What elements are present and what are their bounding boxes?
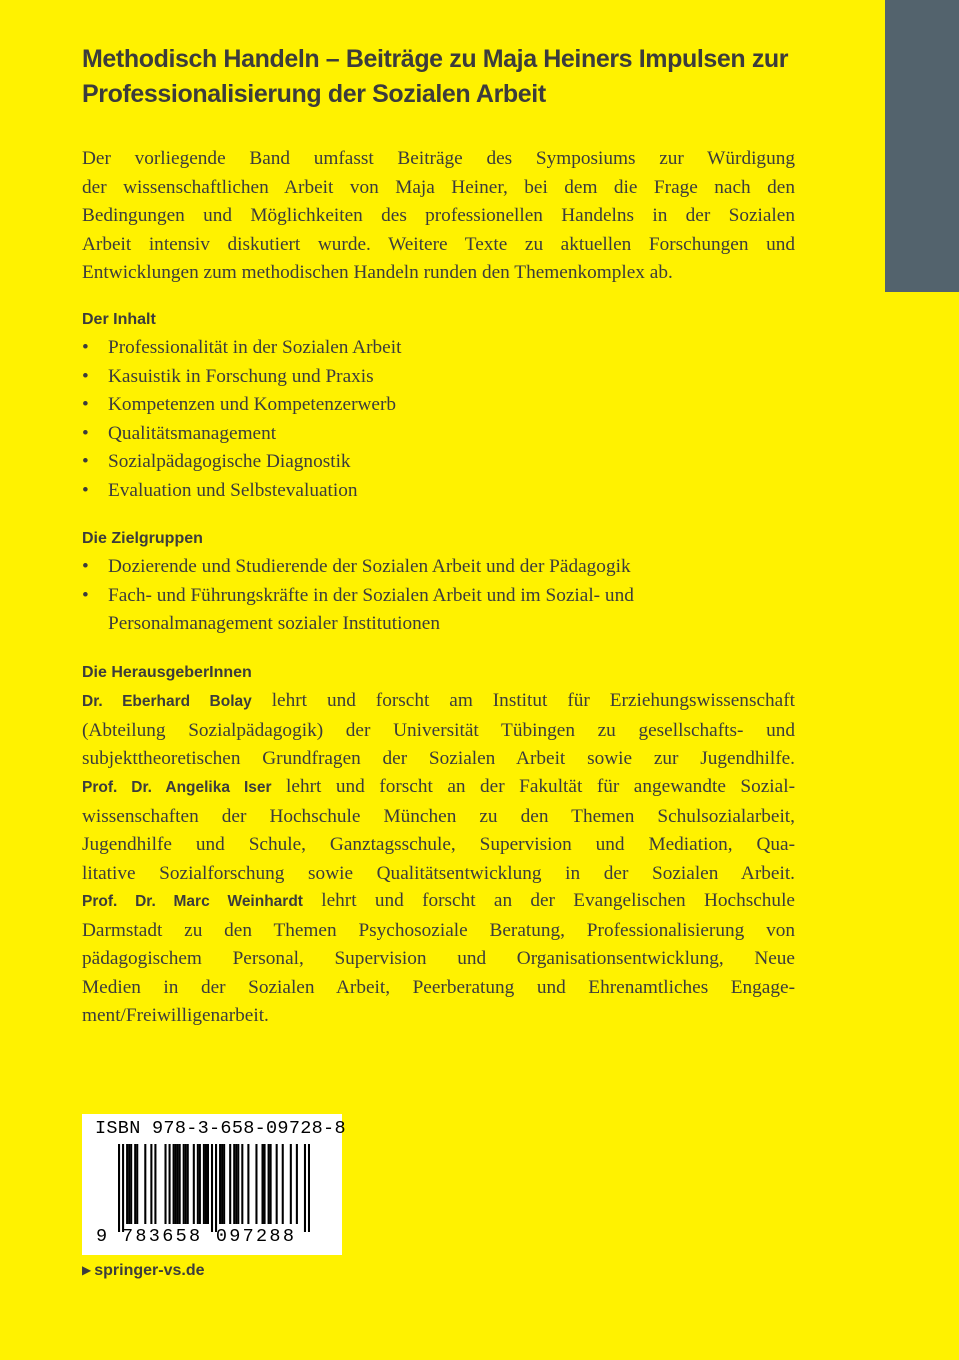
barcode-bar bbox=[261, 1144, 263, 1224]
editor-name: Dr. Eberhard Bolay bbox=[82, 693, 252, 710]
list-item: • Evaluation und Selbstevaluation bbox=[82, 477, 802, 506]
book-title-line-2: Professionalisierung der Sozialen Arbeit bbox=[82, 80, 546, 108]
barcode-bar bbox=[221, 1144, 223, 1224]
editor-bio-line: (Abteilung Sozialpädagogik) der Universität Tübingen zu gesellschafts- und bbox=[82, 719, 795, 741]
barcode-bar bbox=[223, 1144, 225, 1224]
barcode-bar bbox=[136, 1144, 138, 1224]
barcode-bar bbox=[264, 1144, 266, 1224]
editor-bio-line: wissenschaften der Hochschule München zu den Themen Schulsozialarbeit, bbox=[82, 805, 795, 827]
list-item-line: • Fach- und Führungskräfte in der Sozialen Arbeit und im Sozial- und bbox=[108, 584, 634, 606]
editor-bio-line bbox=[82, 887, 795, 917]
barcode-bar bbox=[134, 1144, 136, 1224]
list-item: • Sozialpädagogische Diagnostik bbox=[82, 448, 802, 477]
herausgeber-heading: Die HerausgeberInnen bbox=[82, 664, 252, 681]
triangle-right-icon: ▶ bbox=[82, 1263, 92, 1277]
editor-bio-line: litative Sozialforschung sowie Qualitätsentwicklung in der Sozialen Arbeit. bbox=[82, 862, 795, 884]
barcode-bar bbox=[215, 1144, 217, 1232]
intro-paragraph bbox=[82, 145, 795, 288]
editor-bio-text: lehrt und forscht an der Fakultät für angewandte Sozial- bbox=[271, 776, 795, 797]
intro-line: Der vorliegende Band umfasst Beiträge des Symposiums zur Würdigung bbox=[82, 148, 795, 169]
barcode-bar bbox=[229, 1144, 231, 1224]
editor-bio-weinhardt bbox=[82, 887, 795, 1031]
barcode-bar bbox=[268, 1144, 270, 1224]
editor-name: Prof. Dr. Angelika Iser bbox=[82, 779, 272, 796]
zielgruppen-list bbox=[82, 553, 802, 639]
editor-bio-iser bbox=[82, 773, 795, 888]
editor-bio-text: lehrt und forscht am Institut für Erziehungswissenschaft bbox=[251, 690, 795, 711]
editor-bio-line bbox=[82, 687, 795, 717]
editor-bio-line: ment/Freiwilligenarbeit. bbox=[82, 1005, 269, 1026]
intro-line: Arbeit intensiv diskutiert wurde. Weitere Texte zu aktuellen Forschungen und bbox=[82, 233, 795, 255]
barcode-bar bbox=[187, 1144, 189, 1224]
editor-bio-line: Darmstadt zu den Themen Psychosoziale Beratung, Professionalisierung von bbox=[82, 919, 795, 941]
list-item: • Kasuistik in Forschung und Praxis bbox=[82, 363, 802, 392]
intro-line: Entwicklungen zum methodischen Handeln runden den Themenkomplex ab. bbox=[82, 262, 673, 283]
barcode-bar bbox=[169, 1144, 171, 1224]
barcode-bar bbox=[175, 1144, 177, 1224]
barcode-bar bbox=[199, 1144, 201, 1224]
barcode-bar bbox=[304, 1144, 306, 1232]
barcode-bar bbox=[177, 1144, 179, 1224]
side-color-tab bbox=[885, 0, 959, 292]
barcode-bar bbox=[197, 1144, 199, 1224]
barcode-bar bbox=[144, 1144, 146, 1224]
barcode-bar bbox=[276, 1144, 278, 1224]
barcode-bar bbox=[122, 1144, 124, 1232]
ean-digits: 783658 097288 bbox=[122, 1226, 297, 1247]
book-title bbox=[82, 42, 862, 112]
barcode-bar bbox=[173, 1144, 175, 1224]
barcode-bar bbox=[219, 1144, 221, 1224]
barcode-bar bbox=[205, 1144, 207, 1224]
editor-bio-line: Medien in der Sozialen Arbeit, Peerberatung und Ehrenamtliches Engage- bbox=[82, 976, 795, 998]
barcode-bar bbox=[241, 1144, 243, 1224]
editor-name: Prof. Dr. Marc Weinhardt bbox=[82, 893, 303, 910]
barcode-bar bbox=[185, 1144, 187, 1224]
barcode-bar bbox=[154, 1144, 156, 1224]
barcode-bar bbox=[290, 1144, 292, 1224]
barcode-bar bbox=[130, 1144, 132, 1224]
editor-bio-text: lehrt und forscht an der Evangelischen Hochschule bbox=[302, 890, 795, 911]
barcode-bar bbox=[235, 1144, 237, 1224]
book-title-line-1: Methodisch Handeln – Beiträge zu Maja Heiners Impulsen zur bbox=[82, 45, 789, 73]
intro-line: Bedingungen und Möglichkeiten des professionellen Handelns in der Sozialen bbox=[82, 205, 795, 226]
ean-first-digit: 9 bbox=[96, 1226, 108, 1247]
barcode-bar bbox=[203, 1144, 205, 1224]
barcode-bar bbox=[270, 1144, 272, 1224]
barcode-bar bbox=[193, 1144, 195, 1224]
list-item: • Professionalität in der Sozialen Arbeit bbox=[82, 334, 802, 363]
barcode-bar bbox=[255, 1144, 257, 1224]
barcode-bar bbox=[183, 1144, 185, 1224]
intro-line: der wissenschaftlichen Arbeit von Maja Heiner, bei dem die Frage nach den bbox=[82, 176, 795, 198]
barcode-bar bbox=[247, 1144, 249, 1224]
inhalt-list bbox=[82, 334, 802, 506]
barcode-bar bbox=[179, 1144, 181, 1224]
barcode-bar bbox=[128, 1144, 130, 1224]
list-item-line: Personalmanagement sozialer Institutionen bbox=[108, 613, 440, 635]
publisher-url: springer-vs.de bbox=[94, 1262, 205, 1279]
barcode-bar bbox=[126, 1144, 128, 1224]
barcode-bar bbox=[233, 1144, 235, 1224]
barcode-bar bbox=[308, 1144, 310, 1232]
barcode-bar bbox=[237, 1144, 239, 1224]
inhalt-heading: Der Inhalt bbox=[82, 311, 156, 328]
editor-bio-bolay bbox=[82, 687, 795, 774]
editor-bio-line: subjekttheoretischen Grundfragen der Sozialen Arbeit sowie zur Jugendhilfe. bbox=[82, 748, 795, 769]
editor-bio-line: Jugendhilfe und Schule, Ganztagsschule, Supervision und Mediation, Qua- bbox=[82, 834, 795, 855]
barcode-image bbox=[118, 1144, 310, 1232]
barcode-bar bbox=[211, 1144, 213, 1232]
list-item: • Kompetenzen und Kompetenzerwerb bbox=[82, 391, 802, 420]
barcode-bar bbox=[282, 1144, 284, 1224]
isbn-label: ISBN 978-3-658-09728-8 bbox=[95, 1118, 346, 1139]
barcode-bar bbox=[164, 1144, 166, 1224]
isbn-barcode-box bbox=[82, 1114, 346, 1255]
editor-bio-line bbox=[82, 773, 795, 803]
barcode-bar bbox=[150, 1144, 152, 1224]
list-item bbox=[82, 582, 802, 639]
list-item: • Dozierende und Studierende der Sozialen Arbeit und der Pädagogik bbox=[82, 553, 802, 582]
barcode-bar bbox=[118, 1144, 120, 1232]
barcode-bar bbox=[296, 1144, 298, 1224]
zielgruppen-heading: Die Zielgruppen bbox=[82, 530, 203, 547]
publisher-link[interactable] bbox=[82, 1262, 205, 1280]
barcode-bar bbox=[207, 1144, 209, 1224]
editor-bio-line: pädagogischem Personal, Supervision und Organisationsentwicklung, Neue bbox=[82, 948, 795, 969]
list-item: • Qualitätsmanagement bbox=[82, 420, 802, 449]
